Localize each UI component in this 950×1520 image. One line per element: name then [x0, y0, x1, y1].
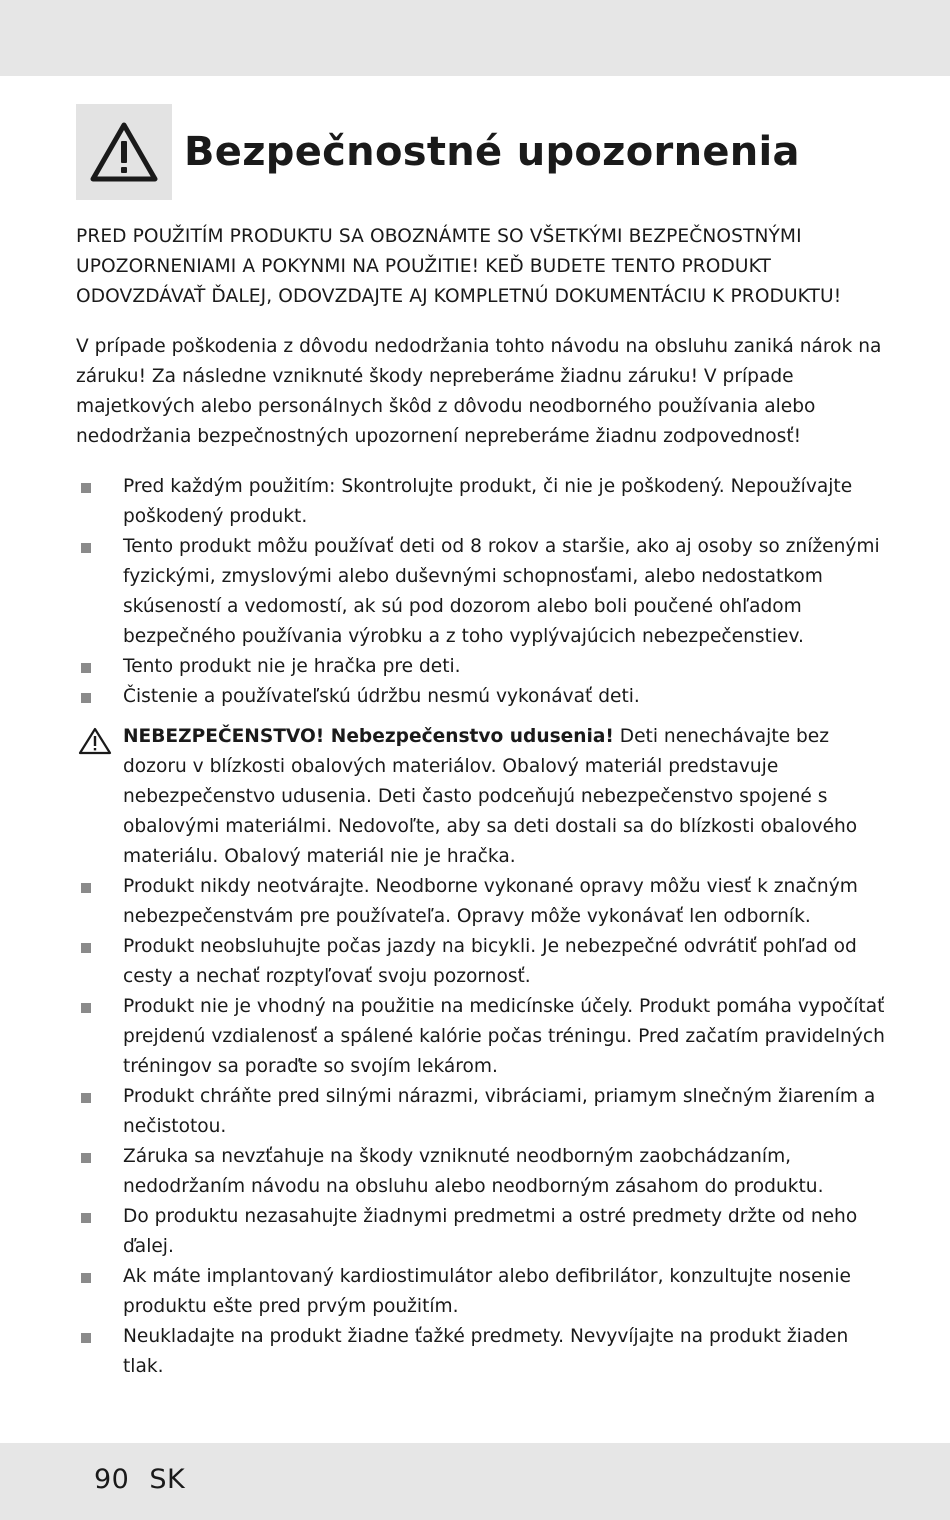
square-bullet-icon: [81, 883, 91, 893]
intro-paragraph: V prípade poškodenia z dôvodu nedodržania tohto návodu na obsluhu zaniká nárok na záruku! Za následne vzniknuté škody nepreberáme žiadnu záruku! V prípade majetkových alebo personálnych škôd z dôvodu neodborného používania alebo nedodržania bezpečnostných upozornení nepreberáme žiadnu zodpovednosť!: [76, 336, 882, 447]
safety-content: [76, 222, 888, 1382]
list-item: Produkt chráňte pred silnými nárazmi, vibráciami, priamym slnečným žiarením a nečistotou.: [76, 1082, 888, 1142]
warning-triangle-small-icon: [78, 727, 112, 755]
square-bullet-icon: [81, 1333, 91, 1343]
square-bullet-icon: [81, 1003, 91, 1013]
warning-icon-box: [76, 104, 172, 200]
square-bullet-icon: [81, 483, 91, 493]
square-bullet-icon: [81, 1153, 91, 1163]
list-item: Ak máte implantovaný kardiostimulátor alebo defibrilátor, konzultujte nosenie produktu ešte pred prvým použitím.: [76, 1262, 888, 1322]
top-band: [0, 0, 950, 76]
list-item: Záruka sa nevzťahuje na škody vzniknuté neodborným zaobchádzaním, nedodržaním návodu na obsluhu alebo neodborným zásahom do produktu.: [76, 1142, 888, 1202]
intro-caps-paragraph: PRED POUŽITÍM PRODUKTU SA OBOZNÁMTE SO VŠETKÝMI BEZPEČNOSTNÝMI UPOZORNENIAMI A POKYNMI NA POUŽITIE! KEĎ BUDETE TENTO PRODUKT ODOVZDÁVAŤ ĎALEJ, ODOVZDAJTE AJ KOMPLETNÚ DOKUMENTÁCIU K PRODUKTU!: [76, 226, 842, 307]
danger-label: NEBEZPEČENSTVO! Nebezpečenstvo udusenia!: [123, 726, 614, 747]
list-item: Čistenie a používateľskú údržbu nesmú vykonávať deti.: [76, 682, 888, 712]
list-item: Tento produkt môžu používať deti od 8 rokov a staršie, ako aj osoby so zníženými fyzickými, zmyslovými alebo duševnými schopnosťami, alebo nedostatkom skúseností a vedomostí, ak sú pod dozorom alebo boli poučené ohľadom bezpečného používania výrobku a z toho vyplývajúcich nebezpečenstiev.: [76, 532, 888, 652]
warning-triangle-icon: [89, 121, 159, 183]
page-footer: [94, 1464, 185, 1495]
page-title: Bezpečnostné upozornenia: [184, 129, 800, 175]
bullet-list: [76, 472, 888, 1382]
square-bullet-icon: [81, 663, 91, 673]
list-item: Pred každým použitím: Skontrolujte produkt, či nie je poškodený. Nepoužívajte poškodený produkt.: [76, 472, 888, 532]
square-bullet-icon: [81, 693, 91, 703]
list-item: Do produktu nezasahujte žiadnymi predmetmi a ostré predmety držte od neho ďalej.: [76, 1202, 888, 1262]
list-item: Produkt neobsluhujte počas jazdy na bicykli. Je nebezpečné odvrátiť pohľad od cesty a nechať rozptyľovať svoju pozornosť.: [76, 932, 888, 992]
square-bullet-icon: [81, 1213, 91, 1223]
square-bullet-icon: [81, 1093, 91, 1103]
list-item: Produkt nikdy neotvárajte. Neodborne vykonané opravy môžu viesť k značným nebezpečenstvám pre používateľa. Opravy môže vykonávať len odborník.: [76, 872, 888, 932]
danger-text: Deti nenechávajte bez dozoru v blízkosti obalových materiálov. Obalový materiál predstavuje nebezpečenstvo udusenia. Deti často podceňujú nebezpečenstvo spojené s obalovými materiálmi. Nedovoľte, aby sa deti dostali sa do blízkosti obalového materiálu. Obalový materiál nie je hračka.: [123, 726, 858, 867]
danger-warning-item: [76, 722, 888, 872]
list-item: Neukladajte na produkt žiadne ťažké predmety. Nevyvíjajte na produkt žiaden tlak.: [76, 1322, 888, 1382]
square-bullet-icon: [81, 1273, 91, 1283]
page-number: 90: [94, 1464, 130, 1495]
square-bullet-icon: [81, 943, 91, 953]
language-code: SK: [149, 1464, 186, 1495]
list-item: Tento produkt nie je hračka pre deti.: [76, 652, 888, 682]
square-bullet-icon: [81, 543, 91, 553]
list-item: Produkt nie je vhodný na použitie na medicínske účely. Produkt pomáha vypočítať prejdenú vzdialenosť a spálené kalórie počas tréningu. Pred začatím pravidelných tréningov sa poraďte so svojím lekárom.: [76, 992, 888, 1082]
section-header: [76, 104, 800, 200]
